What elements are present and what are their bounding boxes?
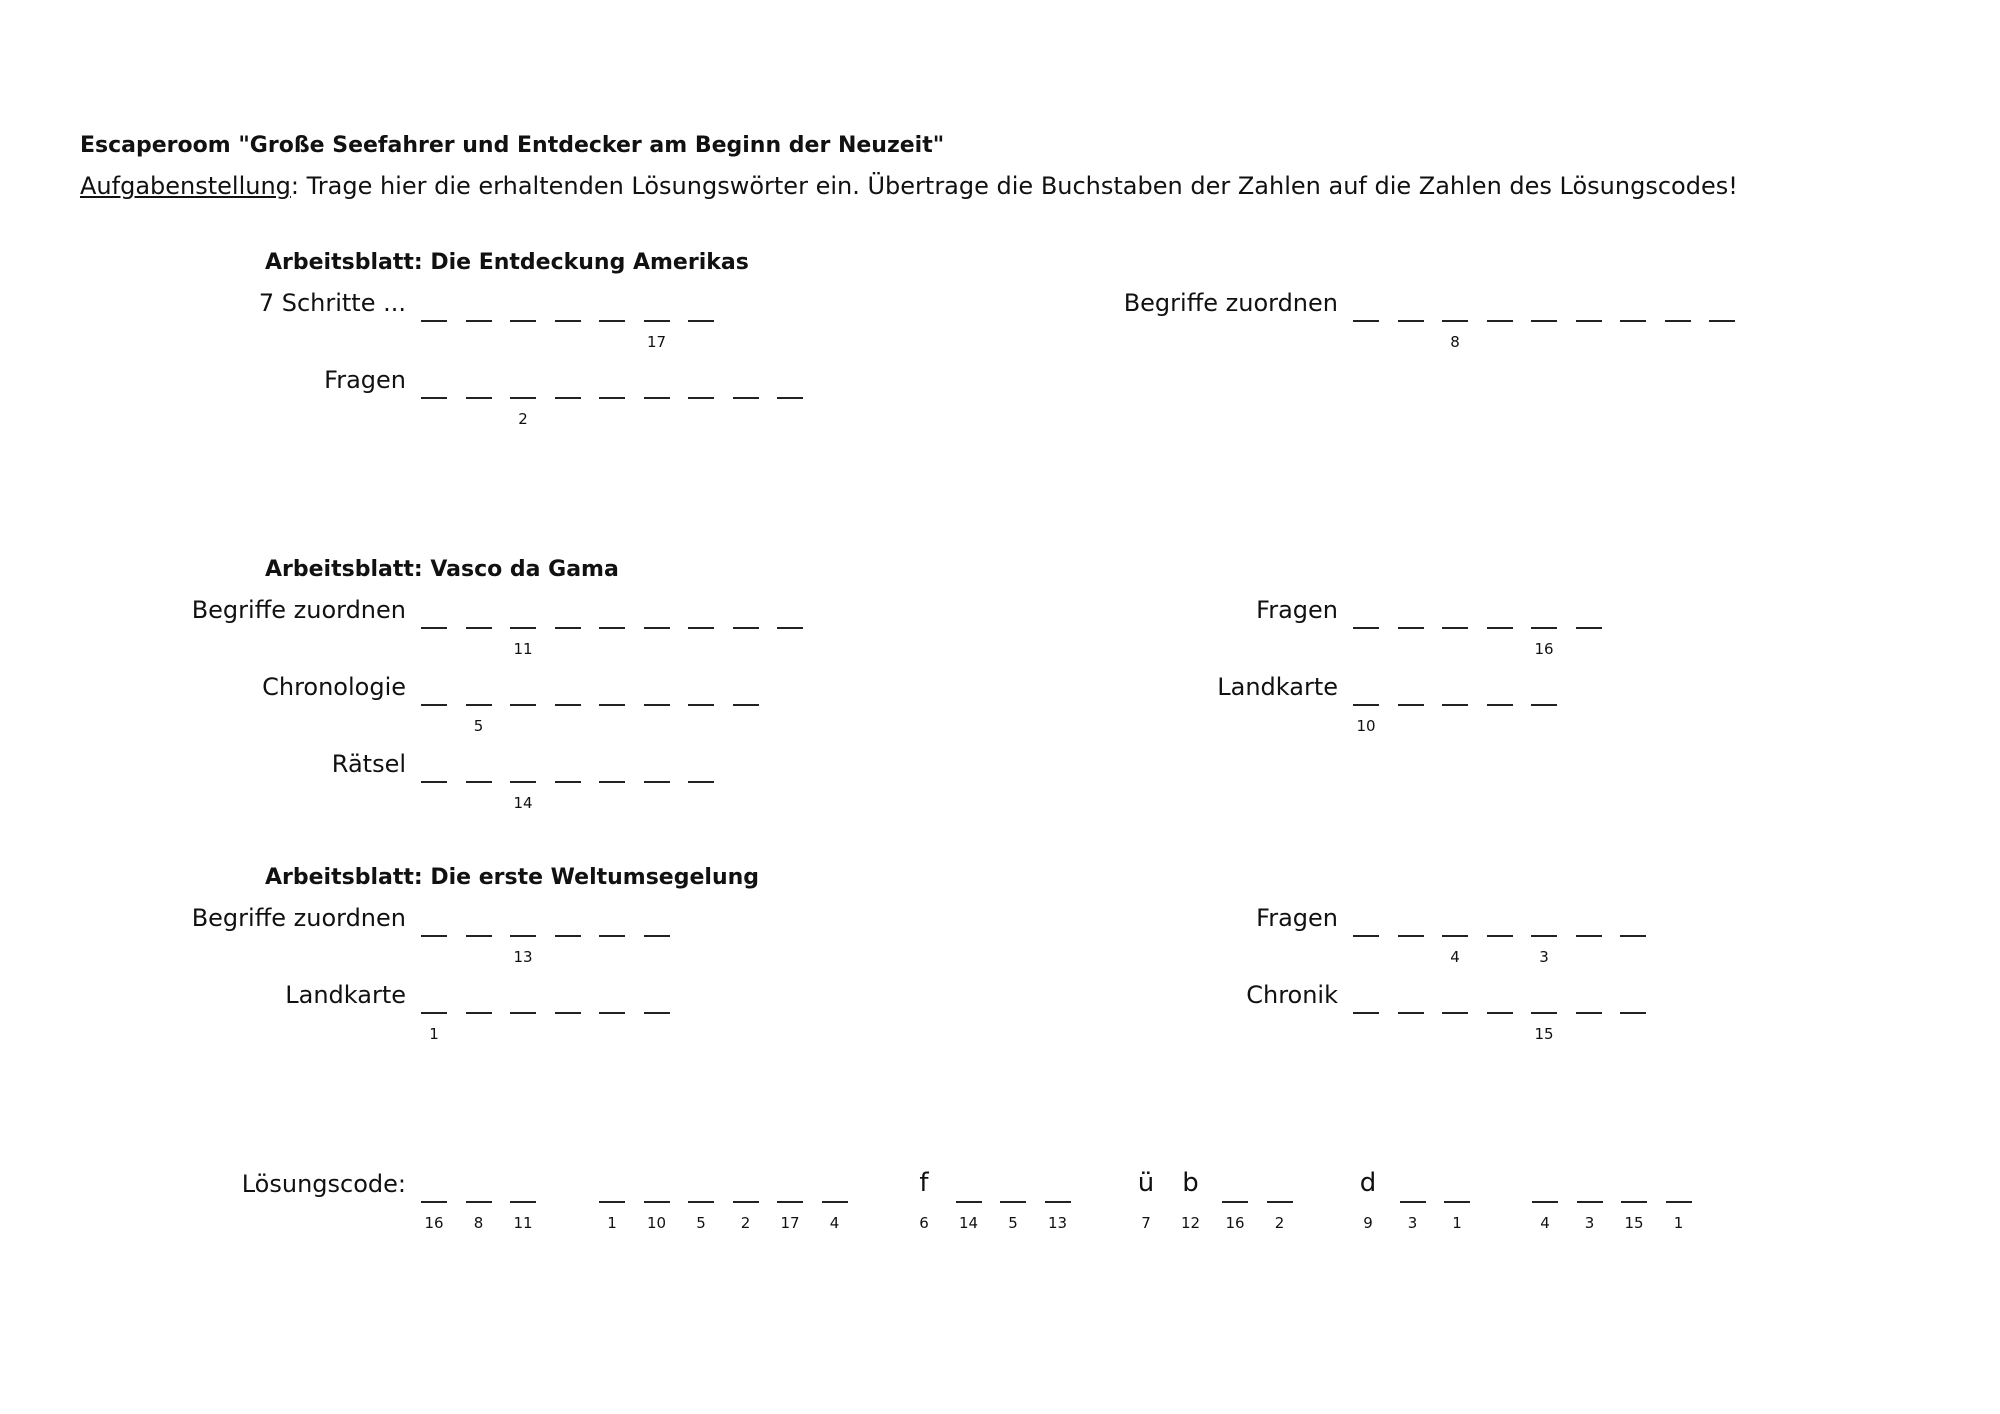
section-heading-amerika: Arbeitsblatt: Die Entdeckung Amerikas bbox=[265, 250, 749, 275]
blank-line bbox=[1267, 1201, 1293, 1203]
letter-slot[interactable] bbox=[1352, 596, 1380, 660]
letter-slot[interactable] bbox=[1530, 904, 1558, 968]
letter-slot[interactable] bbox=[732, 366, 760, 430]
blank-line bbox=[1398, 1012, 1424, 1014]
letter-slot[interactable] bbox=[509, 366, 537, 430]
blank-line bbox=[599, 627, 625, 629]
slot-number: 10 bbox=[646, 1214, 667, 1232]
slot-number: 16 bbox=[1534, 640, 1554, 658]
letter-slot[interactable] bbox=[1486, 981, 1514, 1045]
blank-line bbox=[1576, 935, 1602, 937]
blank-line bbox=[688, 704, 714, 706]
blank-line bbox=[466, 627, 492, 629]
blank-line bbox=[1531, 627, 1557, 629]
blank-line bbox=[1531, 1012, 1557, 1014]
section-heading-vasco-da-gama: Arbeitsblatt: Vasco da Gama bbox=[265, 557, 619, 582]
blank-line bbox=[644, 704, 670, 706]
letter-slot[interactable] bbox=[420, 904, 448, 968]
given-letter: b bbox=[1182, 1168, 1199, 1198]
letter-slot[interactable] bbox=[1441, 673, 1469, 737]
blank-line bbox=[1398, 320, 1424, 322]
letter-slot[interactable] bbox=[1443, 1170, 1471, 1234]
section-heading-weltumsegelung: Arbeitsblatt: Die erste Weltumsegelung bbox=[265, 865, 760, 890]
letter-slot[interactable] bbox=[643, 289, 671, 353]
letter-slot[interactable] bbox=[509, 596, 537, 660]
blank-line bbox=[555, 704, 581, 706]
letter-slot[interactable] bbox=[776, 366, 804, 430]
letter-slot[interactable] bbox=[554, 366, 582, 430]
letter-slot[interactable] bbox=[598, 673, 626, 737]
letter-slot[interactable] bbox=[420, 750, 448, 814]
slot-number: 3 bbox=[1539, 948, 1549, 966]
blank-line bbox=[510, 320, 536, 322]
letter-slot[interactable] bbox=[1397, 289, 1425, 353]
letter-slot[interactable] bbox=[1044, 1170, 1072, 1234]
blank-line bbox=[1400, 1201, 1426, 1203]
letter-slot[interactable] bbox=[1486, 673, 1514, 737]
letter-slot[interactable] bbox=[420, 289, 448, 353]
letter-slot[interactable] bbox=[1397, 904, 1425, 968]
letter-slot[interactable] bbox=[1352, 904, 1380, 968]
answer-row-label: Fragen bbox=[324, 366, 406, 394]
letter-slot[interactable] bbox=[1575, 289, 1603, 353]
letter-slot[interactable] bbox=[1530, 673, 1558, 737]
blank-line bbox=[599, 1012, 625, 1014]
answer-row-label: Begriffe zuordnen bbox=[1123, 289, 1338, 317]
letter-slot[interactable] bbox=[687, 1170, 715, 1234]
answer-row-label: Fragen bbox=[1256, 596, 1338, 624]
answer-row-label: Chronologie bbox=[262, 673, 406, 701]
blank-line bbox=[599, 320, 625, 322]
letter-slot[interactable] bbox=[1352, 673, 1380, 737]
slot-number: 15 bbox=[1624, 1214, 1644, 1232]
letter-slot[interactable] bbox=[1576, 1170, 1604, 1234]
task-text: : Trage hier die erhaltenden Lösungswörter ein. Übertrage die Buchstaben der Zahlen auf die Zahlen des Lösungscodes! bbox=[290, 172, 1738, 200]
blank-line bbox=[510, 704, 536, 706]
blank-line bbox=[555, 397, 581, 399]
slot-number: 8 bbox=[473, 1214, 484, 1232]
letter-slot[interactable] bbox=[1619, 904, 1647, 968]
blank-line bbox=[421, 1012, 447, 1014]
blank-line bbox=[644, 1201, 670, 1203]
letter-slot[interactable] bbox=[1530, 596, 1558, 660]
letter-slot bbox=[1132, 1170, 1160, 1234]
slot-number: 16 bbox=[424, 1214, 444, 1232]
blank-line bbox=[688, 320, 714, 322]
slot-number: 3 bbox=[1584, 1214, 1595, 1232]
blank-line bbox=[822, 1201, 848, 1203]
blank-line bbox=[644, 1012, 670, 1014]
blank-line bbox=[688, 1201, 714, 1203]
slot-number: 11 bbox=[513, 1214, 533, 1232]
blank-line bbox=[466, 704, 492, 706]
slot-number: 1 bbox=[607, 1214, 617, 1232]
letter-slot[interactable] bbox=[420, 1170, 448, 1234]
letter-slot[interactable] bbox=[465, 981, 493, 1045]
letter-slot[interactable] bbox=[999, 1170, 1027, 1234]
answer-row-label: Landkarte bbox=[285, 981, 406, 1009]
blank-line bbox=[644, 781, 670, 783]
letter-slot[interactable] bbox=[687, 596, 715, 660]
letter-slot[interactable] bbox=[554, 596, 582, 660]
blank-line bbox=[644, 935, 670, 937]
slot-number: 5 bbox=[473, 717, 484, 735]
blank-line bbox=[555, 781, 581, 783]
blank-line bbox=[599, 397, 625, 399]
blank-line bbox=[599, 704, 625, 706]
letter-slot[interactable] bbox=[643, 904, 671, 968]
letter-slot[interactable] bbox=[598, 1170, 626, 1234]
letter-slot[interactable] bbox=[1530, 289, 1558, 353]
letter-slot[interactable] bbox=[420, 673, 448, 737]
letter-slot[interactable] bbox=[1441, 904, 1469, 968]
letter-slot[interactable] bbox=[687, 750, 715, 814]
solution-label: Lösungscode: bbox=[241, 1170, 406, 1198]
blank-line bbox=[555, 1012, 581, 1014]
blank-line bbox=[1666, 1201, 1692, 1203]
letter-slot[interactable] bbox=[687, 366, 715, 430]
letter-slot[interactable] bbox=[955, 1170, 983, 1234]
letter-slot[interactable] bbox=[465, 1170, 493, 1234]
blank-line bbox=[1621, 1201, 1647, 1203]
letter-slot[interactable] bbox=[509, 904, 537, 968]
letter-slot[interactable] bbox=[1352, 289, 1380, 353]
blank-line bbox=[733, 397, 759, 399]
slot-number: 2 bbox=[1274, 1214, 1285, 1232]
slot-number: 17 bbox=[646, 333, 667, 351]
letter-slot[interactable] bbox=[687, 289, 715, 353]
answer-row-label: Fragen bbox=[1256, 904, 1338, 932]
blank-line bbox=[599, 935, 625, 937]
letter-slot[interactable] bbox=[732, 596, 760, 660]
blank-line bbox=[688, 627, 714, 629]
letter-slot[interactable] bbox=[643, 750, 671, 814]
letter-slot[interactable] bbox=[465, 904, 493, 968]
blank-line bbox=[1620, 320, 1646, 322]
slot-number: 6 bbox=[919, 1214, 929, 1232]
answer-row-label: Begriffe zuordnen bbox=[191, 904, 406, 932]
slot-number: 13 bbox=[1047, 1214, 1068, 1232]
blank-line bbox=[1353, 1012, 1379, 1014]
given-letter: f bbox=[919, 1168, 929, 1198]
letter-slot[interactable] bbox=[509, 750, 537, 814]
answer-row-label: 7 Schritte ... bbox=[258, 289, 406, 317]
blank-line bbox=[777, 397, 803, 399]
slot-number: 5 bbox=[696, 1214, 706, 1232]
letter-slot[interactable] bbox=[643, 981, 671, 1045]
slot-number: 1 bbox=[1452, 1214, 1462, 1232]
blank-line bbox=[599, 1201, 625, 1203]
blank-line bbox=[1577, 1201, 1603, 1203]
blank-line bbox=[421, 704, 447, 706]
letter-slot[interactable] bbox=[821, 1170, 849, 1234]
given-letter: d bbox=[1359, 1168, 1377, 1198]
letter-slot[interactable] bbox=[1575, 904, 1603, 968]
blank-line bbox=[956, 1201, 982, 1203]
blank-line bbox=[1398, 627, 1424, 629]
letter-slot[interactable] bbox=[465, 366, 493, 430]
letter-slot[interactable] bbox=[643, 366, 671, 430]
blank-line bbox=[555, 627, 581, 629]
blank-line bbox=[510, 397, 536, 399]
slot-number: 10 bbox=[1356, 717, 1376, 735]
blank-line bbox=[421, 1201, 447, 1203]
blank-line bbox=[1442, 627, 1468, 629]
letter-slot[interactable] bbox=[1221, 1170, 1249, 1234]
letter-slot[interactable] bbox=[1620, 1170, 1648, 1234]
task-label: Aufgabenstellung bbox=[80, 172, 291, 200]
slot-number: 13 bbox=[513, 948, 533, 966]
blank-line bbox=[1487, 1012, 1513, 1014]
blank-line bbox=[733, 1201, 759, 1203]
blank-line bbox=[466, 935, 492, 937]
letter-slot[interactable] bbox=[1530, 981, 1558, 1045]
slot-number: 4 bbox=[1450, 948, 1460, 966]
blank-line bbox=[777, 1201, 803, 1203]
task-instruction bbox=[80, 172, 1738, 200]
letter-slot[interactable] bbox=[420, 596, 448, 660]
blank-line bbox=[510, 935, 536, 937]
letter-slot[interactable] bbox=[554, 673, 582, 737]
slot-number: 14 bbox=[513, 794, 533, 812]
letter-slot[interactable] bbox=[776, 1170, 804, 1234]
letter-slot[interactable] bbox=[1486, 904, 1514, 968]
blank-line bbox=[555, 320, 581, 322]
letter-slot bbox=[910, 1170, 938, 1234]
letter-slot[interactable] bbox=[1397, 673, 1425, 737]
slot-number: 4 bbox=[829, 1214, 840, 1232]
letter-slot[interactable] bbox=[1397, 981, 1425, 1045]
letter-slot[interactable] bbox=[776, 596, 804, 660]
letter-slot[interactable] bbox=[1399, 1170, 1427, 1234]
blank-line bbox=[1444, 1201, 1470, 1203]
letter-slot[interactable] bbox=[1575, 596, 1603, 660]
answer-row-label: Rätsel bbox=[331, 750, 406, 778]
blank-line bbox=[466, 1201, 492, 1203]
blank-line bbox=[1487, 627, 1513, 629]
slot-number: 14 bbox=[958, 1214, 979, 1232]
blank-line bbox=[1398, 935, 1424, 937]
blank-line bbox=[1487, 935, 1513, 937]
blank-line bbox=[1045, 1201, 1071, 1203]
blank-line bbox=[1620, 935, 1646, 937]
letter-slot bbox=[1354, 1170, 1382, 1234]
blank-line bbox=[421, 627, 447, 629]
slot-number: 12 bbox=[1180, 1214, 1201, 1232]
blank-line bbox=[644, 627, 670, 629]
blank-line bbox=[555, 935, 581, 937]
letter-slot[interactable] bbox=[687, 673, 715, 737]
letter-slot[interactable] bbox=[732, 673, 760, 737]
blank-line bbox=[1398, 704, 1424, 706]
blank-line bbox=[1353, 935, 1379, 937]
blank-line bbox=[599, 781, 625, 783]
page-title: Escaperoom "Große Seefahrer und Entdecker am Beginn der Neuzeit" bbox=[80, 133, 945, 158]
blank-line bbox=[1576, 1012, 1602, 1014]
letter-slot[interactable] bbox=[465, 673, 493, 737]
letter-slot[interactable] bbox=[732, 1170, 760, 1234]
letter-slot[interactable] bbox=[1619, 981, 1647, 1045]
blank-line bbox=[1665, 320, 1691, 322]
blank-line bbox=[421, 320, 447, 322]
given-letter: ü bbox=[1137, 1168, 1155, 1198]
blank-line bbox=[421, 781, 447, 783]
blank-line bbox=[510, 1201, 536, 1203]
blank-line bbox=[1531, 935, 1557, 937]
answer-row-label: Landkarte bbox=[1217, 673, 1338, 701]
letter-slot[interactable] bbox=[554, 750, 582, 814]
blank-line bbox=[1353, 320, 1379, 322]
letter-slot[interactable] bbox=[1266, 1170, 1294, 1234]
blank-line bbox=[1531, 320, 1557, 322]
blank-line bbox=[688, 781, 714, 783]
letter-slot[interactable] bbox=[1708, 289, 1736, 353]
blank-line bbox=[644, 320, 670, 322]
blank-line bbox=[466, 781, 492, 783]
letter-slot[interactable] bbox=[598, 981, 626, 1045]
letter-slot[interactable] bbox=[420, 981, 448, 1045]
letter-slot[interactable] bbox=[554, 981, 582, 1045]
slot-number: 8 bbox=[1450, 333, 1460, 351]
slot-number: 4 bbox=[1540, 1214, 1550, 1232]
blank-line bbox=[466, 320, 492, 322]
slot-number: 5 bbox=[1008, 1214, 1018, 1232]
blank-line bbox=[733, 704, 759, 706]
blank-line bbox=[1442, 935, 1468, 937]
blank-line bbox=[688, 397, 714, 399]
letter-slot bbox=[1177, 1170, 1205, 1234]
blank-line bbox=[1442, 320, 1468, 322]
letter-slot[interactable] bbox=[1486, 289, 1514, 353]
letter-slot[interactable] bbox=[643, 596, 671, 660]
answer-row-label: Begriffe zuordnen bbox=[191, 596, 406, 624]
blank-line bbox=[1531, 704, 1557, 706]
blank-line bbox=[1000, 1201, 1026, 1203]
blank-line bbox=[1620, 1012, 1646, 1014]
slot-number: 17 bbox=[780, 1214, 800, 1232]
letter-slot[interactable] bbox=[465, 289, 493, 353]
letter-slot[interactable] bbox=[1664, 289, 1692, 353]
letter-slot[interactable] bbox=[509, 673, 537, 737]
letter-slot[interactable] bbox=[1665, 1170, 1693, 1234]
slot-number: 3 bbox=[1407, 1214, 1418, 1232]
blank-line bbox=[1442, 1012, 1468, 1014]
letter-slot[interactable] bbox=[465, 596, 493, 660]
letter-slot[interactable] bbox=[598, 289, 626, 353]
letter-slot[interactable] bbox=[1441, 596, 1469, 660]
blank-line bbox=[1532, 1201, 1558, 1203]
slot-number: 2 bbox=[518, 410, 528, 428]
letter-slot[interactable] bbox=[1441, 981, 1469, 1045]
letter-slot[interactable] bbox=[465, 750, 493, 814]
letter-slot[interactable] bbox=[1352, 981, 1380, 1045]
slot-number: 15 bbox=[1534, 1025, 1554, 1043]
slot-number: 1 bbox=[429, 1025, 439, 1043]
letter-slot[interactable] bbox=[1441, 289, 1469, 353]
blank-line bbox=[1576, 320, 1602, 322]
letter-slot[interactable] bbox=[598, 750, 626, 814]
blank-line bbox=[466, 397, 492, 399]
slot-number: 16 bbox=[1225, 1214, 1245, 1232]
letter-slot[interactable] bbox=[420, 366, 448, 430]
blank-line bbox=[1353, 627, 1379, 629]
slot-number: 11 bbox=[513, 640, 533, 658]
slot-number: 2 bbox=[740, 1214, 751, 1232]
blank-line bbox=[1353, 704, 1379, 706]
blank-line bbox=[1487, 320, 1513, 322]
letter-slot[interactable] bbox=[554, 904, 582, 968]
blank-line bbox=[466, 1012, 492, 1014]
letter-slot[interactable] bbox=[1531, 1170, 1559, 1234]
blank-line bbox=[421, 935, 447, 937]
letter-slot[interactable] bbox=[1486, 596, 1514, 660]
slot-number: 7 bbox=[1141, 1214, 1151, 1232]
blank-line bbox=[644, 397, 670, 399]
letter-slot[interactable] bbox=[1397, 596, 1425, 660]
blank-line bbox=[1709, 320, 1735, 322]
slot-number: 9 bbox=[1363, 1214, 1373, 1232]
letter-slot[interactable] bbox=[554, 289, 582, 353]
blank-line bbox=[421, 397, 447, 399]
letter-slot[interactable] bbox=[643, 673, 671, 737]
blank-line bbox=[1442, 704, 1468, 706]
letter-slot[interactable] bbox=[1575, 981, 1603, 1045]
blank-line bbox=[1222, 1201, 1248, 1203]
blank-line bbox=[1576, 627, 1602, 629]
letter-slot[interactable] bbox=[598, 904, 626, 968]
letter-slot[interactable] bbox=[598, 596, 626, 660]
blank-line bbox=[733, 627, 759, 629]
blank-line bbox=[510, 627, 536, 629]
slot-number: 1 bbox=[1673, 1214, 1684, 1232]
letter-slot[interactable] bbox=[1619, 289, 1647, 353]
blank-line bbox=[510, 1012, 536, 1014]
answer-row-label: Chronik bbox=[1246, 981, 1338, 1009]
letter-slot[interactable] bbox=[509, 1170, 537, 1234]
blank-line bbox=[1487, 704, 1513, 706]
letter-slot[interactable] bbox=[598, 366, 626, 430]
blank-line bbox=[777, 627, 803, 629]
letter-slot[interactable] bbox=[509, 289, 537, 353]
letter-slot[interactable] bbox=[509, 981, 537, 1045]
letter-slot[interactable] bbox=[643, 1170, 671, 1234]
blank-line bbox=[510, 781, 536, 783]
